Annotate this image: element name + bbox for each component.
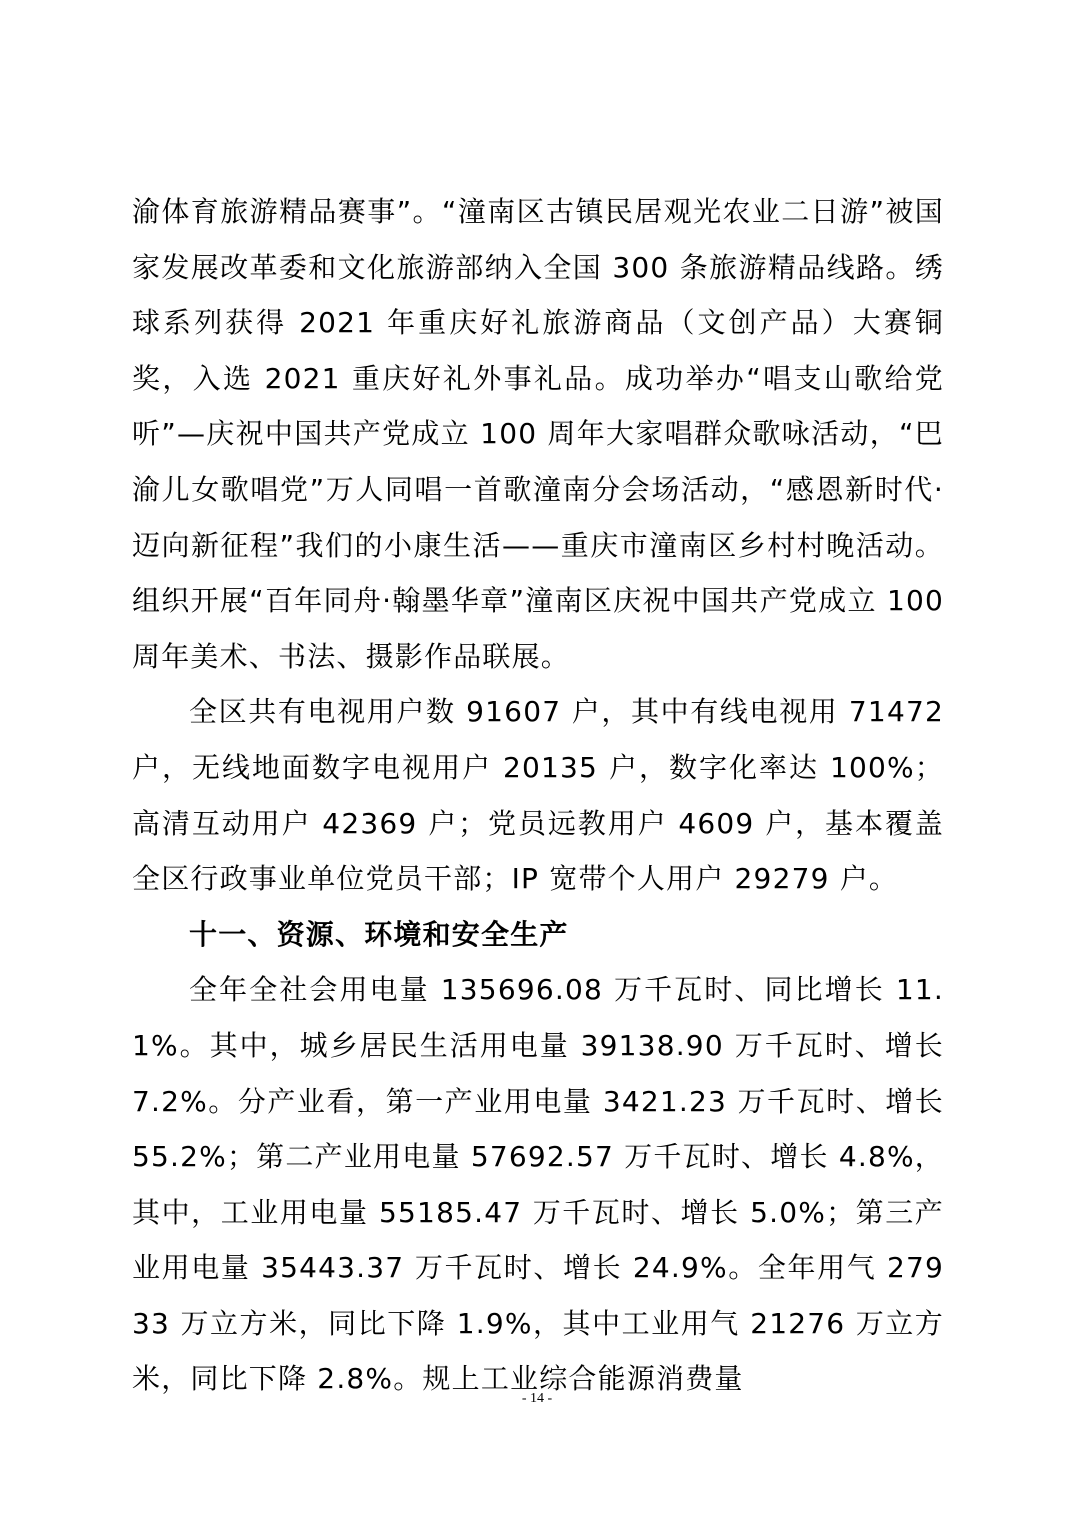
page-number: - 14 - — [521, 1391, 553, 1406]
paragraph-culture-tourism: 渝体育旅游精品赛事”。“潼南区古镇民居观光农业二日游”被国家发展改革委和文化旅游部纳入全国 300 条旅游精品线路。绣球系列获得 2021 年重庆好礼旅游商品（文创产品）大赛铜奖，入选 2021 重庆好礼外事礼品。成功举办“唱支山歌给党听”—庆祝中国共产党成立 100 周年大家唱群众歌咏活动，“巴渝儿女歌唱党”万人同唱一首歌潼南分会场活动，“感恩新时代·迈向新征程”我们的小康生活——重庆市潼南区乡村村晚活动。组织开展“百年同舟·翰墨华章”潼南区庆祝中国共产党成立 100 周年美术、书法、摄影作品联展。 — [132, 195, 944, 673]
paragraph-tv-users: 全区共有电视用户数 91607 户，其中有线电视用 71472 户，无线地面数字电视用户 20135 户，数字化率达 100%；高清互动用户 42369 户；党员远教用户 4609 户，基本覆盖全区行政事业单位党员干部；IP 宽带个人用户 29279 户。 — [132, 695, 944, 896]
section-heading: 十一、资源、环境和安全生产 — [189, 917, 569, 951]
paragraph-energy: 全年全社会用电量 135696.08 万千瓦时、同比增长 11.1%。其中，城乡居民生活用电量 39138.90 万千瓦时、增长 7.2%。分产业看，第一产业用电量 3421.23 万千瓦时、增长 55.2%；第二产业用电量 57692.57 万千瓦时、增长 4.8%，其中，工业用电量 55185.47 万千瓦时、增长 5.0%；第三产业用电量 35443.37 万千瓦时、增长 24.9%。全年用气 27933 万立方米，同比下降 1.9%，其中工业用气 21276 万立方米，同比下降 2.8%。规上工业综合能源消费量 — [132, 973, 944, 1396]
document-body — [132, 184, 944, 1407]
